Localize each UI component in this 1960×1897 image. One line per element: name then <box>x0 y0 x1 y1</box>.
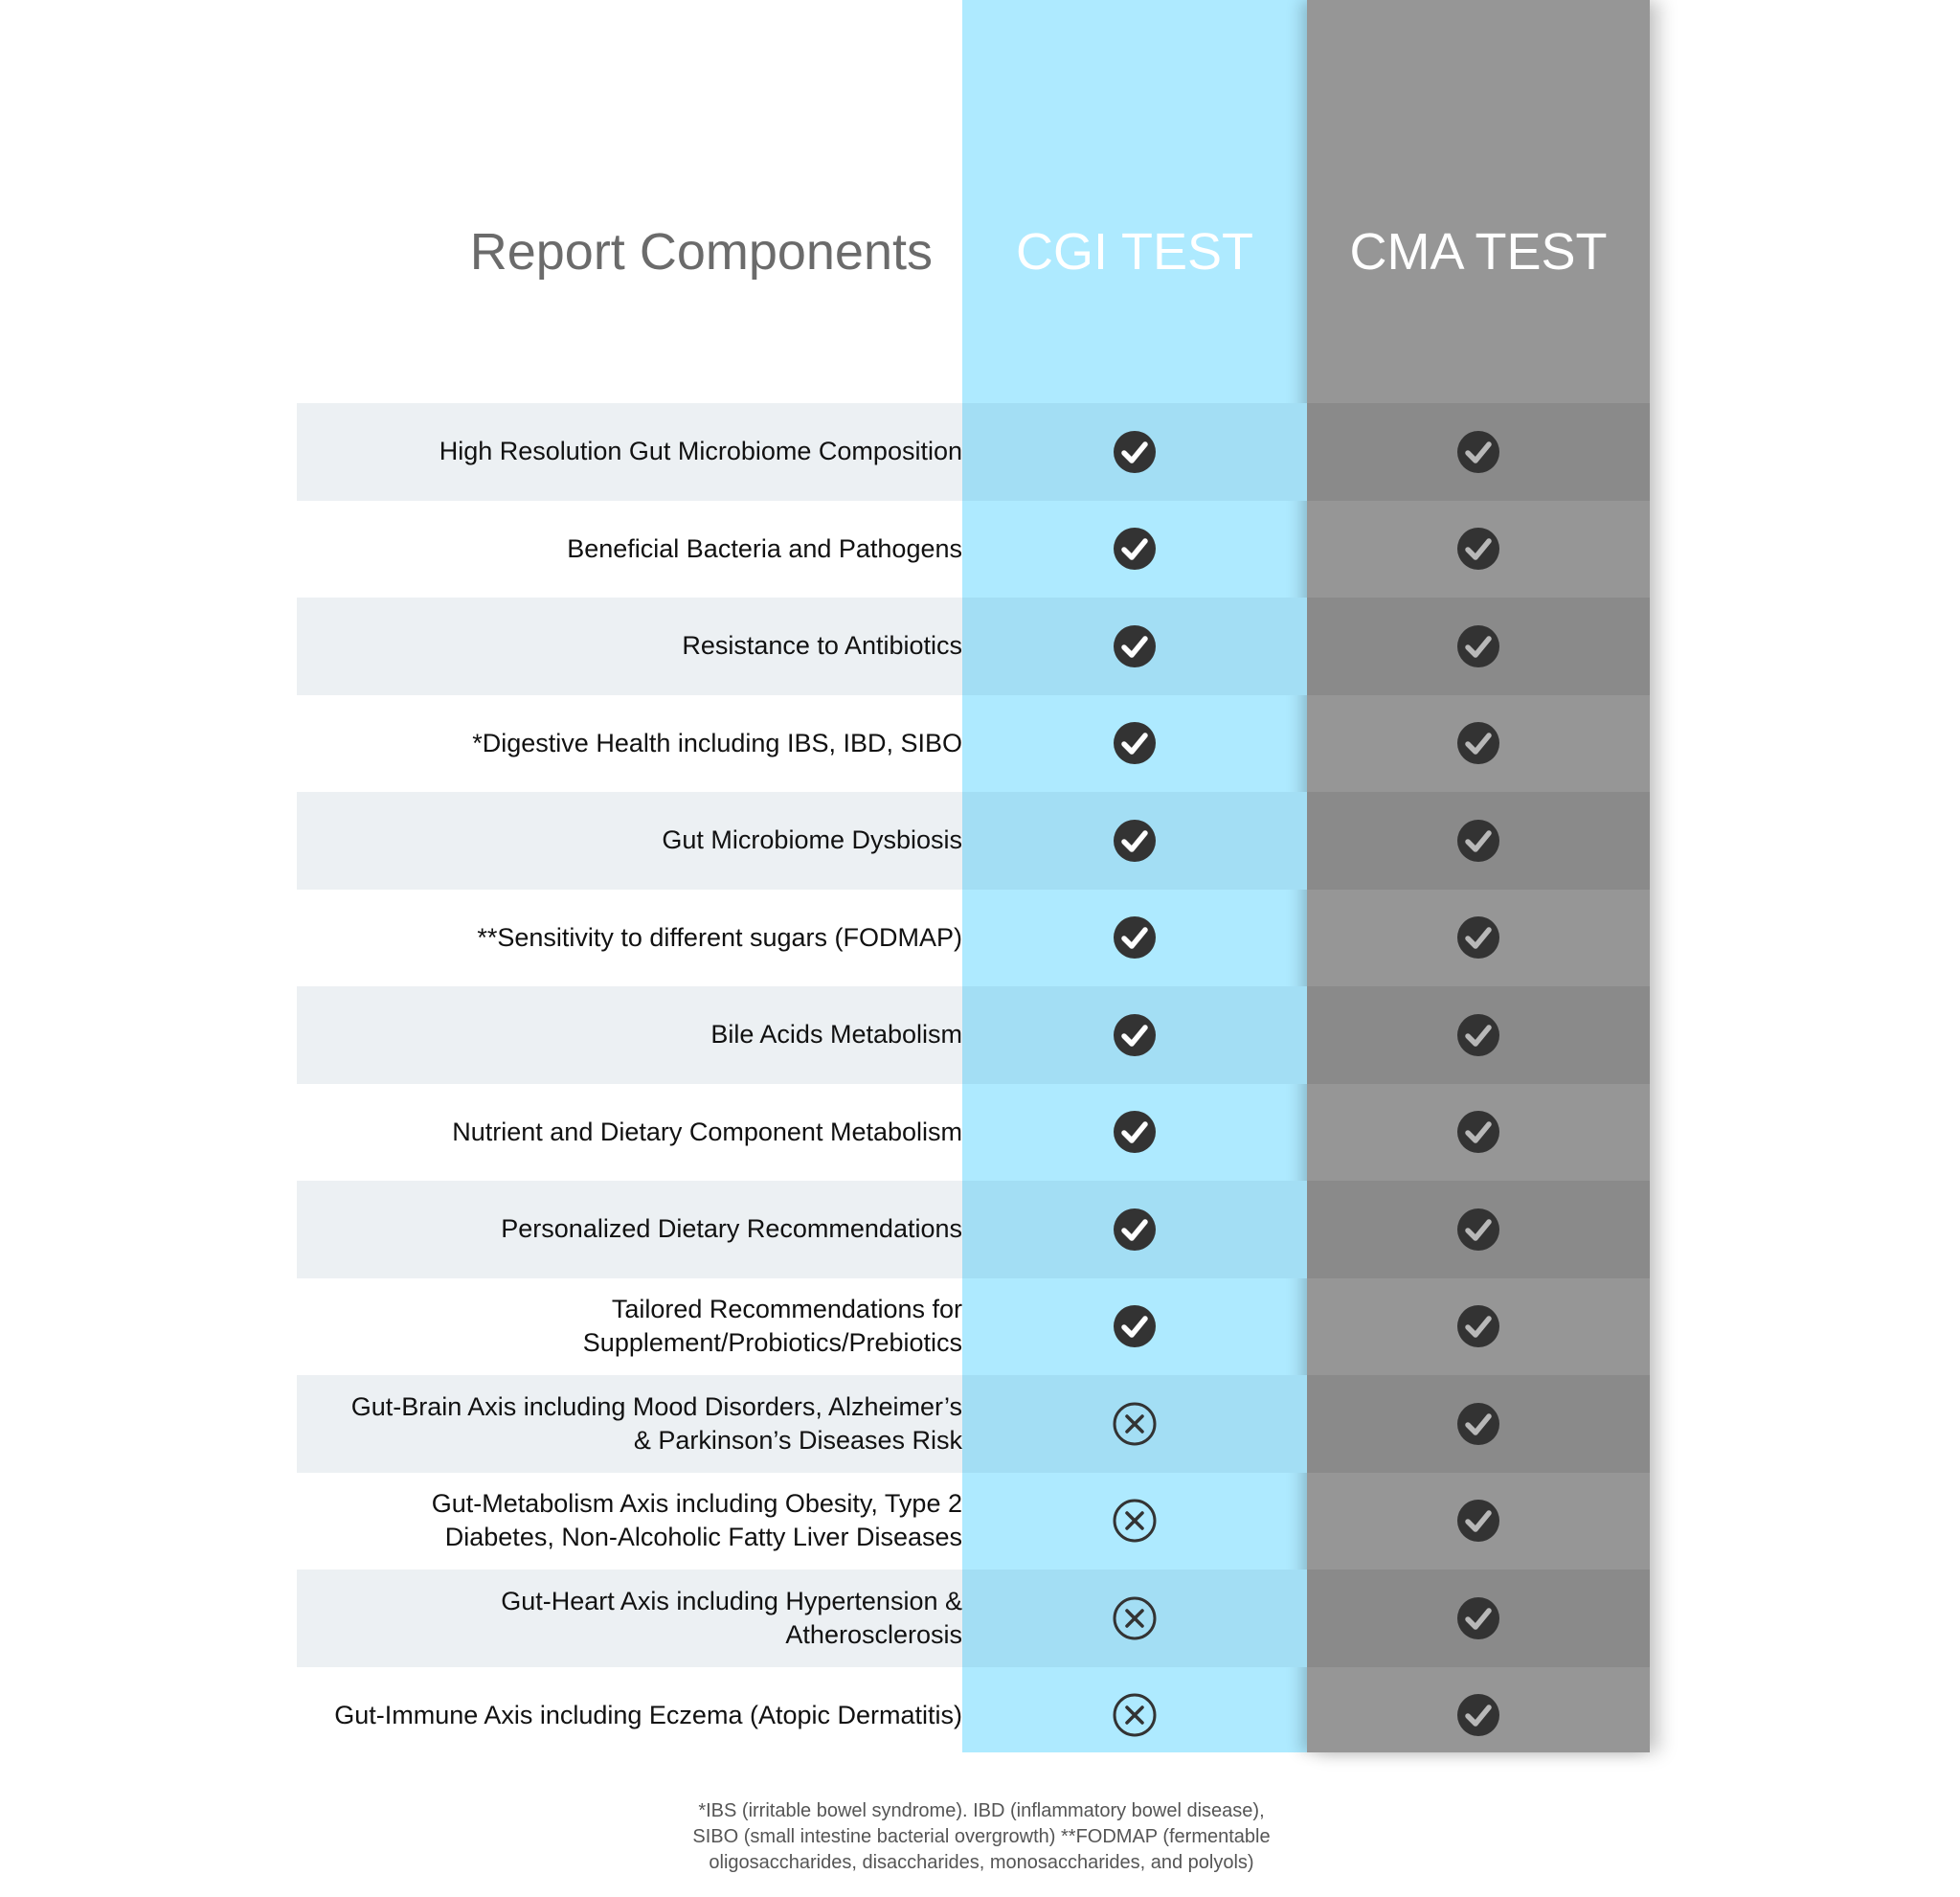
row-label-cell <box>297 792 962 890</box>
check-icon <box>1112 429 1158 475</box>
check-icon <box>1455 720 1501 766</box>
check-icon <box>1112 818 1158 864</box>
check-icon <box>1455 1595 1501 1641</box>
check-icon <box>1455 1109 1501 1155</box>
row-label-cell <box>297 986 962 1084</box>
cgi-cell <box>962 1375 1307 1473</box>
check-icon <box>1112 720 1158 766</box>
check-icon <box>1455 818 1501 864</box>
cgi-cell <box>962 598 1307 695</box>
check-icon <box>1455 1303 1501 1349</box>
cma-cell <box>1307 1473 1650 1570</box>
cgi-cell <box>962 695 1307 793</box>
cma-cell <box>1307 403 1650 501</box>
row-label: Nutrient and Dietary Component Metabolism <box>452 1117 962 1146</box>
cgi-cell <box>962 1473 1307 1570</box>
table-row <box>297 1278 1650 1376</box>
row-label: **Sensitivity to different sugars (FODMAP) <box>477 922 962 952</box>
cgi-cell <box>962 1667 1307 1765</box>
row-label: Bile Acids Metabolism <box>710 1020 962 1050</box>
row-label-cell <box>297 598 962 695</box>
cma-cell <box>1307 501 1650 598</box>
cross-icon <box>1112 1498 1158 1544</box>
cma-cell <box>1307 1181 1650 1278</box>
cma-cell <box>1307 695 1650 793</box>
row-label: Gut-Immune Axis including Eczema (Atopic Dermatitis) <box>334 1700 962 1729</box>
table-row <box>297 1570 1650 1667</box>
table-row <box>297 1667 1650 1765</box>
check-icon <box>1455 1401 1501 1447</box>
table-row <box>297 890 1650 987</box>
footnote-line: *IBS (irritable bowel syndrome). IBD (inflammatory bowel disease), <box>698 1800 1265 1821</box>
cgi-cell <box>962 1084 1307 1182</box>
row-label: *Digestive Health including IBS, IBD, SIBO <box>472 728 962 757</box>
table-row <box>297 598 1650 695</box>
row-label: Tailored Recommendations for Supplement/Probiotics/Prebiotics <box>582 1295 962 1358</box>
row-label: Personalized Dietary Recommendations <box>501 1214 962 1244</box>
cma-cell <box>1307 890 1650 987</box>
check-icon <box>1455 429 1501 475</box>
check-icon <box>1455 623 1501 669</box>
check-icon <box>1455 915 1501 960</box>
footnote-line: SIBO (small intestine bacterial overgrowth) **FODMAP (fermentable <box>692 1826 1271 1847</box>
row-label-cell <box>297 695 962 793</box>
table-row <box>297 403 1650 501</box>
check-icon <box>1112 1012 1158 1058</box>
cgi-cell <box>962 792 1307 890</box>
check-icon <box>1112 1303 1158 1349</box>
row-label: Gut-Brain Axis including Mood Disorders, Alzheimer’s & Parkinson’s Diseases Risk <box>350 1391 962 1455</box>
report-components-heading: Report Components <box>469 223 933 281</box>
cma-test-heading: CMA TEST <box>1349 223 1608 281</box>
check-icon <box>1112 915 1158 960</box>
cgi-cell <box>962 1181 1307 1278</box>
table-row <box>297 1375 1650 1473</box>
row-label-cell <box>297 1181 962 1278</box>
cma-cell <box>1307 792 1650 890</box>
cgi-cell <box>962 1278 1307 1376</box>
cgi-cell <box>962 1570 1307 1667</box>
table-row <box>297 986 1650 1084</box>
row-label: Resistance to Antibiotics <box>682 631 962 661</box>
footnote <box>594 1798 1369 1876</box>
cma-cell <box>1307 598 1650 695</box>
row-label: Beneficial Bacteria and Pathogens <box>567 533 962 563</box>
comparison-table <box>297 403 1650 1764</box>
row-label-cell <box>297 1570 962 1667</box>
check-icon <box>1112 1207 1158 1253</box>
table-row <box>297 1181 1650 1278</box>
cgi-cell <box>962 501 1307 598</box>
cgi-cell <box>962 403 1307 501</box>
cma-cell <box>1307 1570 1650 1667</box>
check-icon <box>1455 1207 1501 1253</box>
check-icon <box>1455 1692 1501 1738</box>
check-icon <box>1455 1498 1501 1544</box>
row-label: Gut-Metabolism Axis including Obesity, Type 2 Diabetes, Non-Alcoholic Fatty Liver Diseases <box>431 1489 962 1552</box>
cma-cell <box>1307 1278 1650 1376</box>
table-row <box>297 695 1650 793</box>
cgi-cell <box>962 986 1307 1084</box>
table-row <box>297 1084 1650 1182</box>
row-label-cell <box>297 1278 962 1376</box>
cross-icon <box>1112 1692 1158 1738</box>
row-label-cell <box>297 403 962 501</box>
table-row <box>297 501 1650 598</box>
row-label-cell <box>297 1667 962 1765</box>
footnote-line: oligosaccharides, disaccharides, monosaccharides, and polyols) <box>709 1852 1254 1873</box>
table-row <box>297 1473 1650 1570</box>
check-icon <box>1112 526 1158 572</box>
row-label-cell <box>297 1473 962 1570</box>
cma-cell <box>1307 1084 1650 1182</box>
row-label-cell <box>297 890 962 987</box>
cgi-cell <box>962 890 1307 987</box>
cma-cell <box>1307 1375 1650 1473</box>
row-label-cell <box>297 1084 962 1182</box>
cross-icon <box>1112 1595 1158 1641</box>
check-icon <box>1455 526 1501 572</box>
cgi-test-heading: CGI TEST <box>1015 223 1254 281</box>
cma-cell <box>1307 986 1650 1084</box>
check-icon <box>1112 623 1158 669</box>
row-label-cell <box>297 501 962 598</box>
row-label: High Resolution Gut Microbiome Composition <box>439 437 962 466</box>
row-label: Gut-Heart Axis including Hypertension & Atherosclerosis <box>501 1586 962 1649</box>
cross-icon <box>1112 1401 1158 1447</box>
row-label: Gut Microbiome Dysbiosis <box>662 825 962 855</box>
cma-cell <box>1307 1667 1650 1765</box>
check-icon <box>1455 1012 1501 1058</box>
table-row <box>297 792 1650 890</box>
row-label-cell <box>297 1375 962 1473</box>
check-icon <box>1112 1109 1158 1155</box>
